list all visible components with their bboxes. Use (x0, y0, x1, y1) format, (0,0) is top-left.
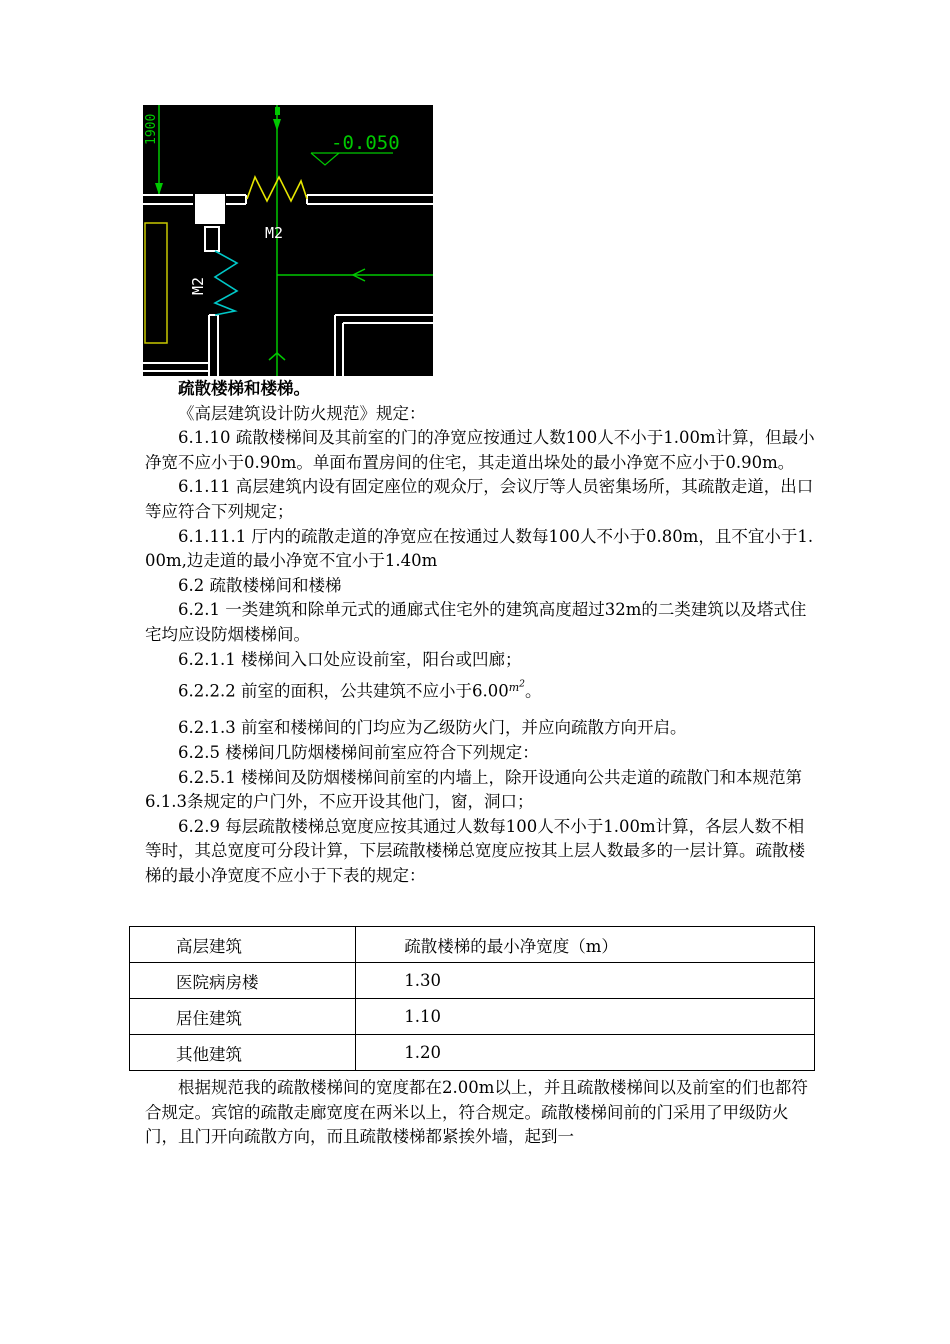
level-text: -0.050 (331, 132, 400, 154)
paragraph: 6.2.5 楼梯间几防烟楼梯间前室应符合下列规定： (178, 742, 539, 762)
paragraph: 根据规范我的疏散楼梯间的宽度都在2.00m以上，并且疏散楼梯间以及前室的们也都符合规定。宾馆的疏散走廊宽度在两米以上，符合规定。疏散楼梯间前的门采用了甲级防火门，且门开向疏散方向，而且疏散楼梯都紧挨外墙，起到一 (145, 1078, 808, 1147)
dimension-text: 1900 (144, 113, 159, 145)
paragraph: 6.1.11.1 厅内的疏散走道的净宽应在按通过人数每100人不小于0.80m，且不宜小于1.00m,边走道的最小净宽不宜小于1.40m (145, 526, 814, 571)
table-row (130, 963, 815, 999)
table-header-cell: 高层建筑 (130, 927, 356, 963)
paragraph: 6.2.5.1 楼梯间及防烟楼梯间前室的内墙上，除开设通向公共走道的疏散门和本规范第6.1.3条规定的户门外，不应开设其他门，窗，洞口； (145, 767, 802, 812)
door-label-left: M2 (189, 276, 207, 295)
area-text: 6.2.2.2 前室的面积，公共建筑不应小于6.00 (178, 681, 509, 701)
paragraph: 6.2 疏散楼梯间和楼梯 (178, 575, 342, 595)
paragraph: 6.2.1 一类建筑和除单元式的通廊式住宅外的建筑高度超过32m的二类建筑以及塔式住宅均应设防烟楼梯间。 (145, 600, 807, 644)
cad-floor-plan-image (143, 105, 433, 376)
table-cell: 其他建筑 (130, 1035, 356, 1071)
body-text (145, 377, 815, 889)
paragraph-area (145, 672, 815, 704)
area-unit: m2 (508, 678, 525, 694)
table (129, 926, 815, 1071)
door-label-top: M2 (265, 224, 284, 242)
table-cell: 医院病房楼 (130, 963, 356, 999)
table-row (130, 999, 815, 1035)
table-row (130, 1035, 815, 1071)
paragraph: 《高层建筑设计防火规范》规定： (178, 403, 426, 423)
table-cell: 居住建筑 (130, 999, 356, 1035)
table-cell: 1.30 (356, 963, 815, 999)
paragraph: 6.1.10 疏散楼梯间及其前室的门的净宽应按通过人数100人不小于1.00m计算，但最小净宽不应小于0.90m。单面布置房间的住宅，其走道出垛处的最小净宽不应小于0.90m。 (145, 428, 815, 472)
table-header-row (130, 927, 815, 963)
table-header-cell: 疏散楼梯的最小净宽度（m） (356, 927, 815, 963)
conclusion-text (145, 1076, 815, 1150)
table-cell: 1.20 (356, 1035, 815, 1071)
area-end: 。 (524, 681, 542, 701)
paragraph: 6.2.1.3 前室和楼梯间的门均应为乙级防火门，并应向疏散方向开启。 (178, 718, 687, 738)
stair-width-table (129, 926, 815, 1071)
paragraph: 6.2.9 每层疏散楼梯总宽度应按其通过人数每100人不小于1.00m计算，各层人数不相等时，其总宽度可分段计算，下层疏散楼梯总宽度应按其上层人数最多的一层计算。疏散楼梯的最小净宽度不应小于下表的规定： (145, 816, 805, 885)
paragraph: 6.2.1.1 楼梯间入口处应设前室，阳台或凹廊； (178, 649, 522, 669)
section-heading: 疏散楼梯和楼梯。 (178, 379, 310, 398)
paragraph: 6.1.11 高层建筑内设有固定座位的观众厅，会议厅等人员密集场所，其疏散走道，出口等应符合下列规定； (145, 477, 814, 521)
cad-drawing (143, 105, 433, 376)
column-block (195, 194, 225, 224)
table-cell: 1.10 (356, 999, 815, 1035)
